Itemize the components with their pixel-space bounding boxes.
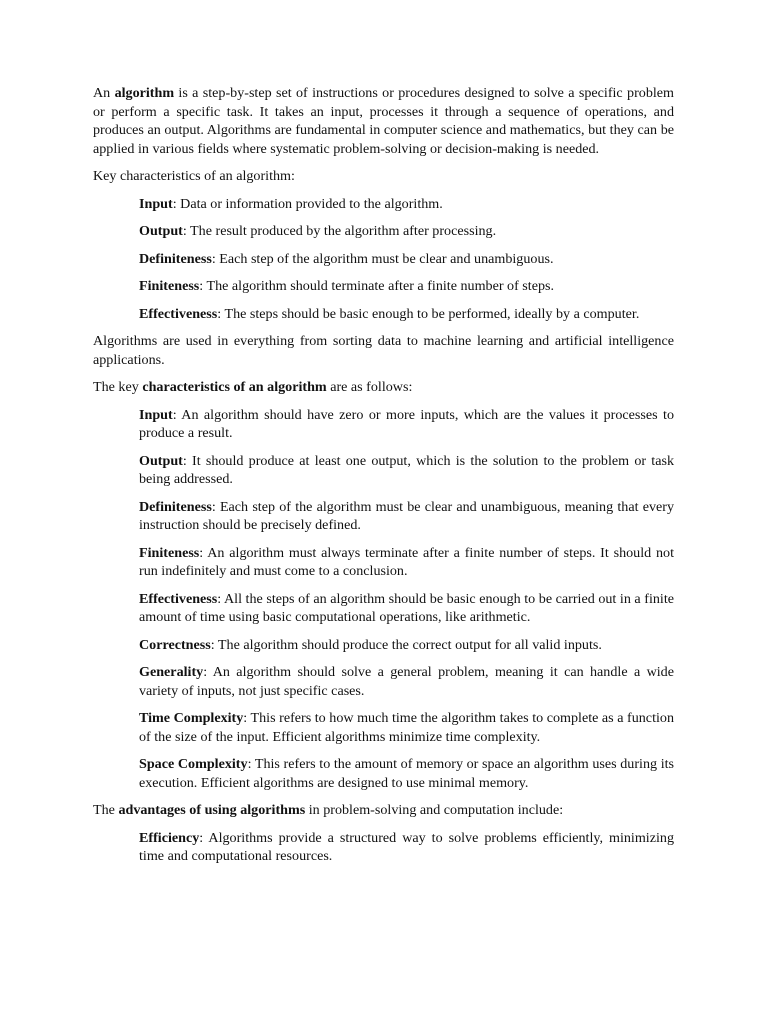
- characteristics-list: [93, 406, 674, 793]
- list-item: [139, 663, 674, 700]
- list-item-text: : An algorithm should have zero or more inputs, which are the values it processes to produce a result.: [139, 406, 674, 441]
- heading-text-start: The: [93, 802, 119, 818]
- list-item-term: Finiteness: [139, 544, 200, 561]
- list-item-term: Effectiveness: [139, 305, 218, 322]
- list-item-text: : Each step of the algorithm must be clear and unambiguous, meaning that every instruction should be precisely defined.: [139, 498, 674, 533]
- list-item-term: Space Complexity: [139, 756, 248, 772]
- list-item-text: : The algorithm should produce the correct output for all valid inputs.: [210, 636, 602, 653]
- list-item-text: : This refers to how much time the algorithm takes to complete as a function of the size of the input. Efficient algorithms minimize time complexity.: [139, 710, 674, 745]
- list-item: [139, 222, 674, 241]
- list-item-text: : An algorithm should solve a general problem, meaning it can handle a wide variety of inputs, not just specific cases.: [139, 664, 674, 699]
- list-item-term: Generality: [139, 664, 204, 680]
- heading-bold-term: characteristics of an algorithm: [142, 379, 327, 395]
- list-item: [139, 277, 674, 296]
- list-item: [139, 636, 674, 655]
- list-item-text: : The algorithm should terminate after a finite number of steps.: [199, 278, 555, 294]
- list-item-text: : Algorithms provide a structured way to solve problems efficiently, minimizing time and computational resources.: [139, 829, 674, 864]
- heading-bold-term: advantages of using algorithms: [118, 802, 306, 818]
- list-item: [139, 590, 674, 627]
- intro-bold-term: algorithm: [114, 85, 175, 101]
- intro-text-rest: is a step-by-step set of instructions or procedures designed to solve a specific problem or perform a specific task. It takes an input, processes it through a sequence of operations, and produces an output. Algorithms are fundamental in computer science and mathematics, but they can be applied in various fields where systematic problem-solving or decision-making is needed.: [93, 85, 674, 157]
- key-characteristics-list: [93, 195, 674, 324]
- heading-text-rest: in problem-solving and computation include:: [305, 802, 564, 818]
- list-item-term: Time Complexity: [139, 710, 244, 726]
- list-item-text: : The result produced by the algorithm after processing.: [182, 223, 497, 239]
- key-characteristics-heading: Key characteristics of an algorithm:: [93, 168, 295, 184]
- list-item: [139, 498, 674, 535]
- list-item: [139, 305, 674, 324]
- list-item: [139, 250, 674, 269]
- list-item-term: Input: [139, 195, 173, 212]
- usage-paragraph: Algorithms are used in everything from sorting data to machine learning and artificial intelligence applications.: [93, 333, 674, 368]
- list-item-term: Input: [139, 406, 173, 423]
- list-item: [139, 452, 674, 489]
- list-item: [139, 406, 674, 443]
- intro-text-start: An: [93, 85, 115, 101]
- advantages-list: [93, 829, 674, 866]
- list-item-text: : The steps should be basic enough to be performed, ideally by a computer.: [217, 305, 640, 322]
- list-item-text: : Data or information provided to the algorithm.: [172, 195, 443, 212]
- list-item: [139, 829, 674, 866]
- list-item-term: Output: [139, 452, 183, 469]
- characteristics-heading: [93, 378, 674, 397]
- list-item-text: : All the steps of an algorithm should be basic enough to be carried out in a finite amount of time using basic computational operations, like arithmetic.: [139, 590, 674, 625]
- list-item-text: : It should produce at least one output, which is the solution to the problem or task being addressed.: [139, 452, 674, 487]
- intro-paragraph: [93, 84, 674, 158]
- heading-text-start: The key: [93, 379, 143, 395]
- list-item: [139, 755, 674, 792]
- list-item-text: : Each step of the algorithm must be clear and unambiguous.: [211, 250, 554, 267]
- list-item-term: Output: [139, 223, 183, 239]
- list-item-term: Effectiveness: [139, 590, 218, 607]
- list-item-term: Definiteness: [139, 498, 212, 515]
- list-item-term: Efficiency: [139, 829, 200, 846]
- document-page: [93, 84, 674, 875]
- list-item-term: Definiteness: [139, 250, 212, 267]
- list-item-term: Finiteness: [139, 278, 200, 294]
- list-item: [139, 709, 674, 746]
- advantages-heading: [93, 801, 674, 820]
- list-item-term: Correctness: [139, 636, 211, 653]
- heading-text-rest: are as follows:: [326, 379, 413, 395]
- list-item-text: : This refers to the amount of memory or space an algorithm uses during its execution. Efficient algorithms are designed to use minimal memory.: [139, 756, 675, 791]
- list-item: [139, 544, 674, 581]
- list-item: [139, 195, 674, 214]
- list-item-text: : An algorithm must always terminate after a finite number of steps. It should not run indefinitely and must come to a conclusion.: [139, 544, 674, 579]
